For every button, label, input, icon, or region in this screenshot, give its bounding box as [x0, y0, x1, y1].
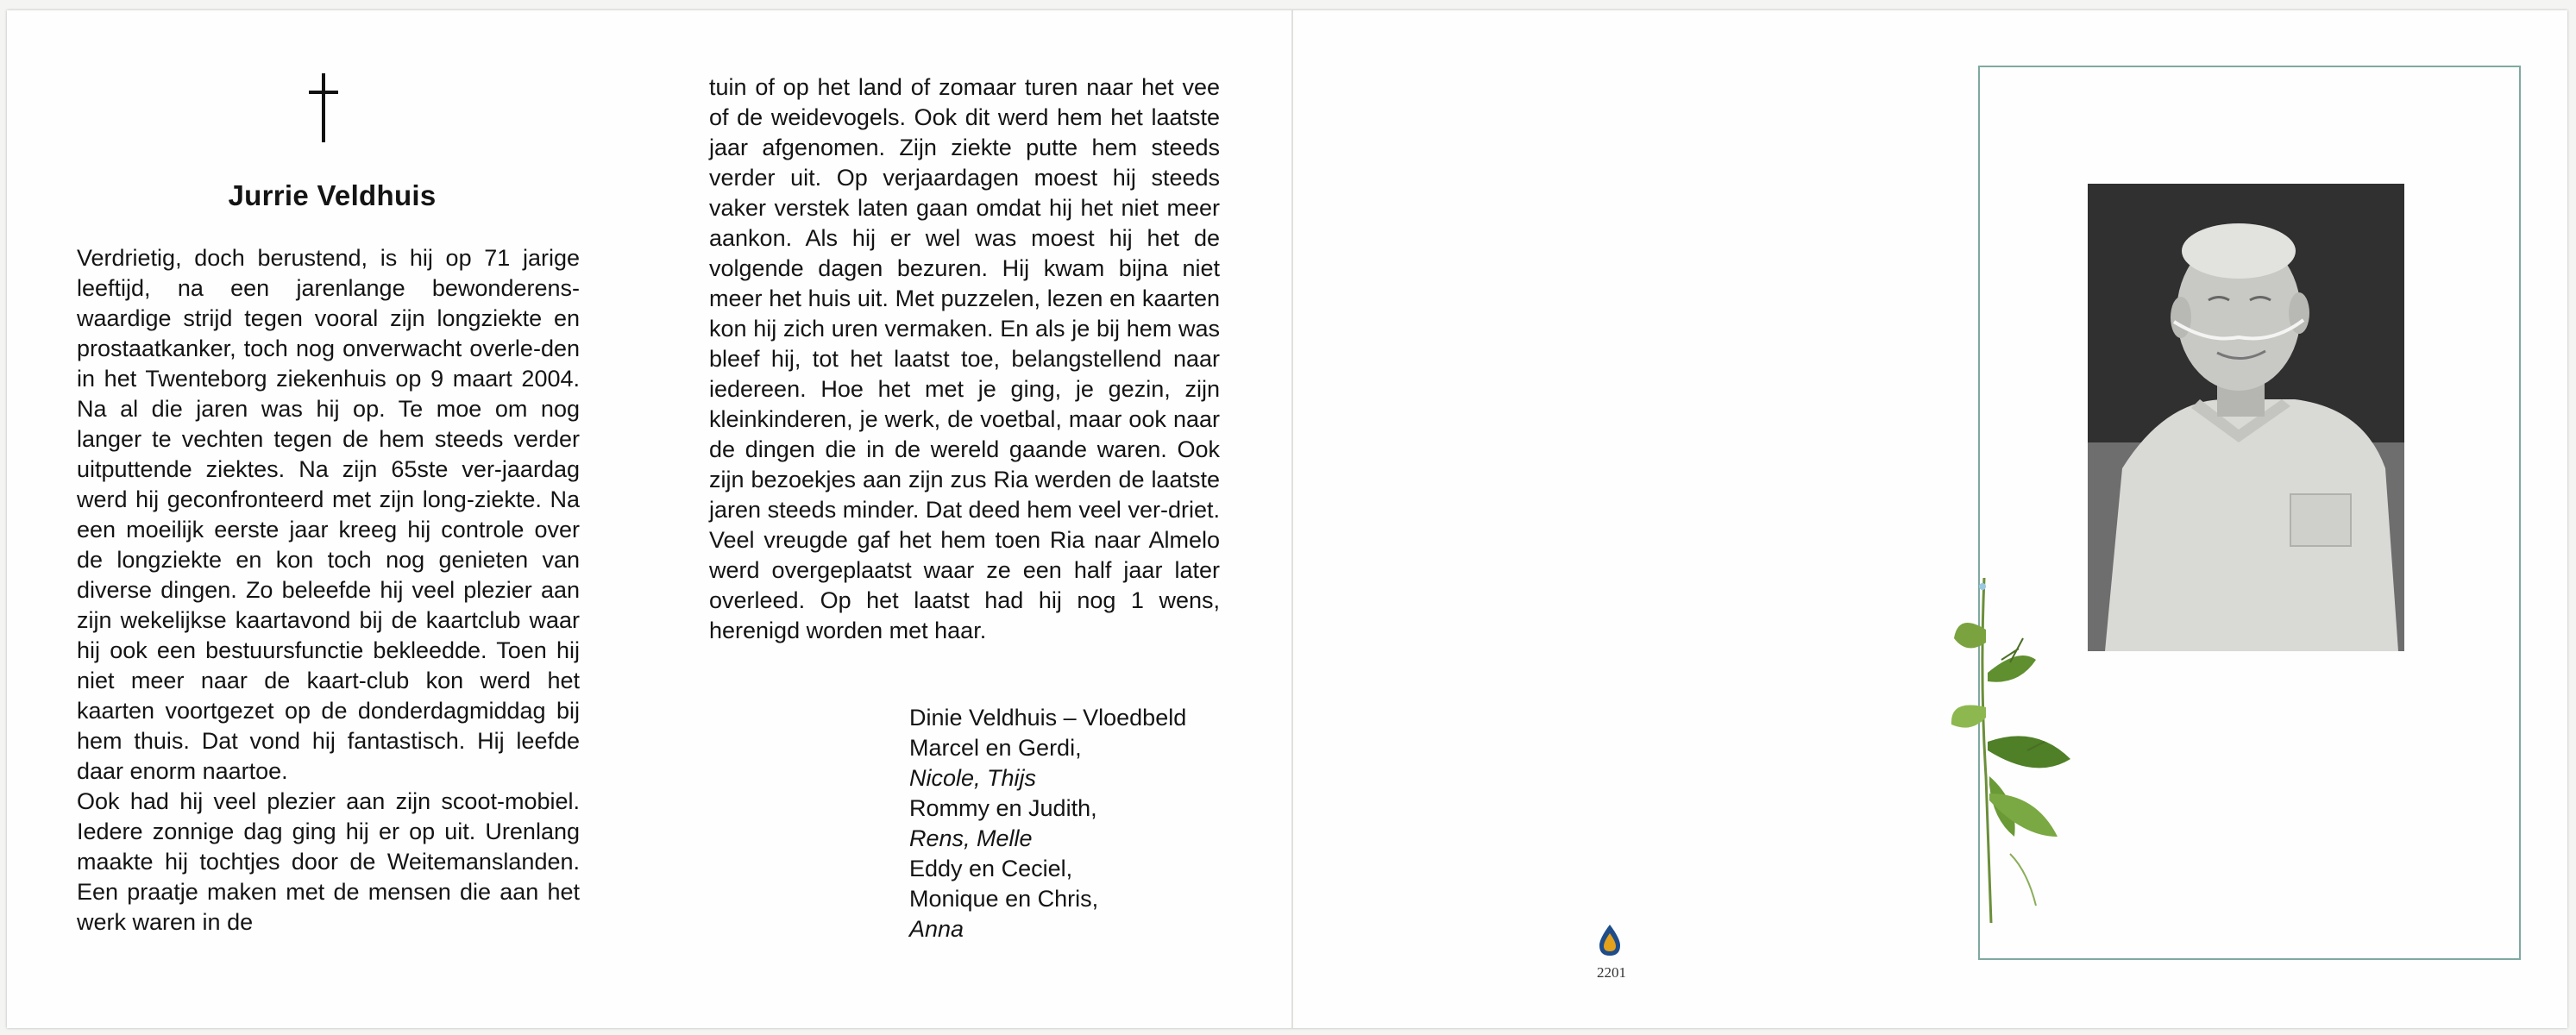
signer-line: Anna: [909, 916, 964, 942]
paragraph: tuin of op het land of zomaar turen naar het vee of de weidevogels. Ook dit werd hem het laatste jaar afgenomen. Zijn ziekte putte hem steeds verder uit. Op verjaardagen moest hij steeds vaker verstek laten gaan omdat hij het niet meer aankon. Als hij er wel was moest hij het de volgende dagen bezuren. Hij kwam bijna niet meer het huis uit. Met puzzelen, lezen en kaarten kon hij zich uren vermaken. En als je bij hem was bleef hij, tot het laatst toe, belangstellend naar iedereen. Hoe het met je ging, je gezin, zijn kleinkinderen, je werk, de voetbal, maar ook naar de dingen die in de wereld gaande waren. Ook zijn bezoekjes aan zijn zus Ria werden de laatste jaren steeds minder. Dat deed hem veel ver-driet. Veel vreugde gaf het hem toen Ria naar Almelo werd overgeplaatst waar ze een half jaar later overleed. Op het laatst had hij nog 1 wens, herenigd worden met haar.: [709, 74, 1220, 643]
text-column-right: [709, 72, 1220, 646]
plant-illustration: [1950, 578, 2122, 923]
signer-line: Rens, Melle: [909, 825, 1033, 851]
signer-line: Marcel en Gerdi,: [909, 735, 1082, 761]
signer-line: Monique en Chris,: [909, 886, 1099, 912]
flame-logo-icon: [1596, 923, 1624, 957]
card-fold: [1291, 10, 1293, 1028]
signer-line: Eddy en Ceciel,: [909, 856, 1073, 881]
paragraph: Verdrietig, doch berustend, is hij op 71 jarige leeftijd, na een jarenlange bewonderens-waardige strijd tegen vooral zijn longziekte en prostaatkanker, toch nog onverwacht overle-den in het Twenteborg ziekenhuis op 9 maart 2004. Na al die jaren was hij op. Te moe om nog langer te vechten tegen de hem steeds verder uitputtende ziektes. Na zijn 65ste ver-jaardag werd hij geconfronteerd met zijn long-ziekte. Na een moeilijk eerste jaar kreeg hij controle over de longziekte en kon toch nog genieten van diverse dingen. Zo beleefde hij veel plezier aan zijn wekelijkse kaartavond bij de kaartclub waar hij ook een bestuursfunctie bekleedde. Toen hij niet meer naar de kaart-club kon werd het kaarten voortgezet op de donderdagmiddag bij hem thuis. Dat vond hij fantastisch. Hij leefde daar enorm naartoe.: [77, 245, 580, 784]
signers-list: [909, 703, 1186, 944]
signer-line: Rommy en Judith,: [909, 795, 1097, 821]
text-column-left: [77, 243, 580, 938]
signer-line: Dinie Veldhuis – Vloedbeld: [909, 705, 1187, 731]
deceased-name: Jurrie Veldhuis: [228, 179, 437, 211]
printer-code: 2201: [1597, 964, 1626, 981]
signer-line: Nicole, Thijs: [909, 765, 1037, 791]
portrait-photo: [2088, 184, 2404, 651]
paragraph: Ook had hij veel plezier aan zijn scoot-mobiel. Iedere zonnige dag ging hij er op uit. Urenlang maakte hij tochtjes door de Weitemanslanden. Een praatje maken met de mensen die aan het werk waren in de: [77, 788, 580, 935]
cross-icon: [306, 73, 341, 142]
